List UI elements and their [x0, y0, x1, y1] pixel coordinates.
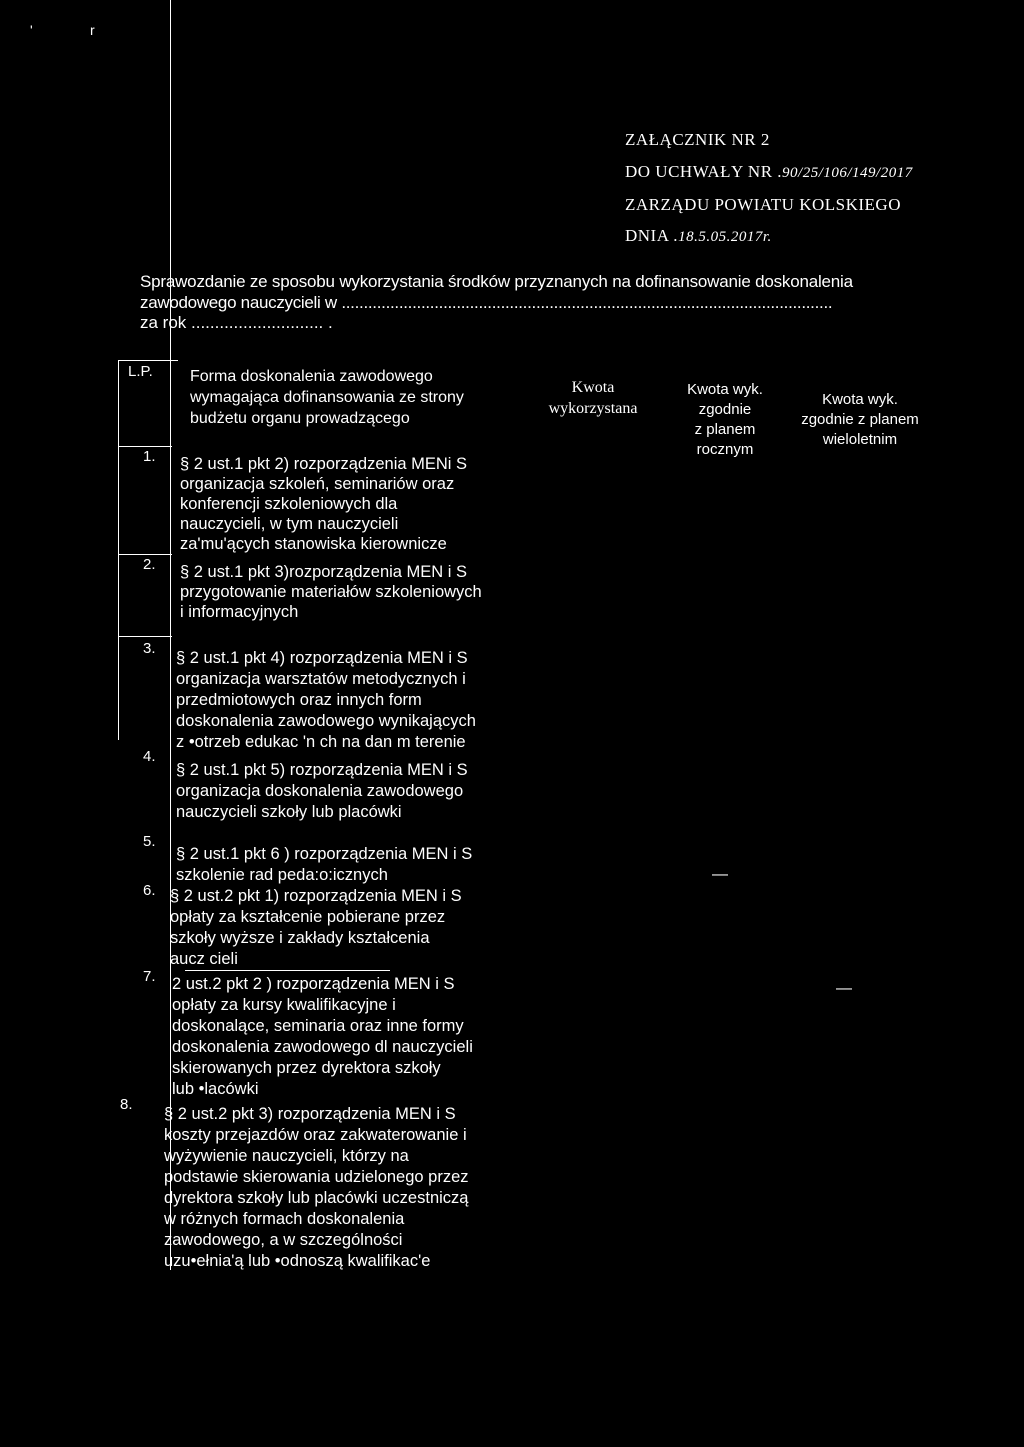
table-row [176, 760, 468, 823]
corner-mark-right: r [90, 22, 95, 38]
row-line: i informacyjnych [180, 603, 299, 621]
row-rule-3 [118, 636, 172, 637]
header-kwota-roczny-line: zgodnie [698, 401, 752, 418]
row-line: wyżywienie nauczycieli, którzy na [164, 1147, 409, 1165]
table-row [180, 454, 467, 554]
row-line: doskonalące, seminaria oraz inne formy [172, 1017, 464, 1035]
header-kwota-wieloletni-line: Kwota wyk. [822, 391, 898, 408]
row-line: nauczycieli, w tym nauczycieli [180, 515, 399, 533]
header-forma-line: budżetu organu prowadzącego [190, 410, 410, 427]
row-number: 6. [143, 882, 156, 899]
row-line: szkolenie rad peda:o:icznych [176, 866, 388, 884]
table-row [180, 562, 482, 622]
row-line: z •otrzeb edukac 'n ch na dan m terenie [176, 733, 466, 751]
header-resolution [625, 162, 913, 182]
header-lp: L.P. [128, 363, 153, 380]
row-number: 4. [143, 748, 156, 765]
row-line: doskonalenia zawodowego dl nauczycieli [172, 1038, 473, 1056]
header-kwota-line: Kwota [571, 379, 615, 396]
row-line: skierowanych przez dyrektora szkoły [172, 1059, 441, 1077]
intro-line-2: zawodowego nauczycieli w ............................................................................................................... [140, 293, 833, 312]
header-date-label: DNIA . [625, 226, 679, 245]
row-line: 2 ust.2 pkt 2 ) rozporządzenia MEN i S [172, 975, 455, 993]
row-line: nauczycieli szkoły lub placówki [176, 803, 402, 821]
row-line: zawodowego, a w szczególności [164, 1231, 403, 1249]
row-line: organizacja doskonalenia zawodowego [176, 782, 464, 800]
row6-dash: — [712, 866, 728, 883]
page-vertical-rule [170, 0, 171, 1270]
header-resolution-label: DO UCHWAŁY NR . [625, 162, 783, 181]
table-top-rule [118, 360, 178, 361]
header-board: ZARZĄDU POWIATU KOLSKIEGO [625, 195, 901, 214]
row-line: przygotowanie materiałów szkoleniowych [180, 583, 482, 601]
row-rule-2 [118, 554, 172, 555]
row-line: opłaty za kursy kwalifikacyjne i [172, 996, 396, 1014]
row-line: opłaty za kształcenie pobierane przez [170, 908, 446, 926]
table-row [172, 974, 473, 1100]
header-kwota-wieloletni-line: zgodnie z planem [801, 411, 919, 428]
row-number: 7. [143, 968, 156, 985]
table-row [170, 886, 462, 970]
row-number: 3. [143, 640, 156, 657]
row-line: koszty przejazdów oraz zakwaterowanie i [164, 1126, 467, 1144]
row7-dash: — [836, 980, 852, 997]
row-line: uzu•ełnia'ą lub •odnoszą kwalifikac'e [164, 1252, 431, 1270]
header-forma-line: wymagająca dofinansowania ze strony [190, 389, 464, 406]
row-number: 2. [143, 556, 156, 573]
row-line: przedmiotowych oraz innych form [176, 691, 422, 709]
intro-line-1: Sprawozdanie ze sposobu wykorzystania środków przyznanych na dofinansowanie doskonalenia [140, 272, 853, 291]
row-line: organizacja szkoleń, seminariów oraz [180, 475, 455, 493]
handwritten-date: 18.5.05.2017r. [678, 229, 772, 245]
row-line: konferencji szkoleniowych dla [180, 495, 398, 513]
table-left-rule [118, 360, 119, 740]
row-line: § 2 ust.1 pkt 3)rozporządzenia MEN i S [180, 563, 468, 581]
header-kwota-wieloletni [790, 390, 930, 450]
header-kwota-roczny-line: z planem [694, 421, 756, 438]
table-row [176, 844, 472, 886]
row-line: lub •lacówki [172, 1080, 259, 1098]
intro-line-3: za rok ............................ . [140, 313, 333, 332]
row-line: podstawie skierowania udzielonego przez [164, 1168, 469, 1186]
row-line: § 2 ust.1 pkt 6 ) rozporządzenia MEN i S [176, 845, 473, 863]
row-line: dyrektora szkoły lub placówki uczestniczą [164, 1189, 469, 1207]
row-line: w różnych formach doskonalenia [164, 1210, 405, 1228]
row-line: § 2 ust.1 pkt 4) rozporządzenia MEN i S [176, 649, 468, 667]
row-line: doskonalenia zawodowego wynikających [176, 712, 476, 730]
row-number: 5. [143, 833, 156, 850]
header-kwota-roczny-line: rocznym [696, 441, 754, 458]
row-line: za'mu'ących stanowiska kierownicze [180, 535, 447, 553]
table-row [176, 648, 476, 753]
row-line: § 2 ust.2 pkt 1) rozporządzenia MEN i S [170, 887, 462, 905]
row-line: organizacja warsztatów metodycznych i [176, 670, 466, 688]
row-line: szkoły wyższe i zakłady kształcenia [170, 929, 430, 947]
header-title: ZAŁĄCZNIK NR 2 [625, 130, 770, 149]
row-line: § 2 ust.1 pkt 2) rozporządzenia MENi S [180, 455, 468, 473]
header-date [625, 226, 772, 246]
corner-mark-left: ' [30, 22, 33, 38]
row-number: 1. [143, 448, 156, 465]
header-forma-line: Forma doskonalenia zawodowego [190, 368, 433, 385]
row-rule-1 [118, 446, 172, 447]
header-kwota-line: wykorzystana [548, 399, 638, 417]
row-line: aucz cieli [170, 950, 238, 968]
header-kwota-wieloletni-line: wieloletnim [822, 431, 898, 448]
header-forma [190, 366, 464, 429]
row-rule-7 [185, 970, 390, 971]
header-kwota-roczny-line: Kwota wyk. [687, 381, 763, 398]
header-kwota [538, 378, 648, 419]
row-line: § 2 ust.1 pkt 5) rozporządzenia MEN i S [176, 761, 468, 779]
row-line: § 2 ust.2 pkt 3) rozporządzenia MEN i S [164, 1105, 456, 1123]
header-kwota-roczny [675, 380, 775, 460]
table-row [164, 1104, 469, 1272]
row-number: 8. [120, 1096, 133, 1113]
handwritten-resolution-number: 90/25/106/149/2017 [782, 165, 913, 181]
